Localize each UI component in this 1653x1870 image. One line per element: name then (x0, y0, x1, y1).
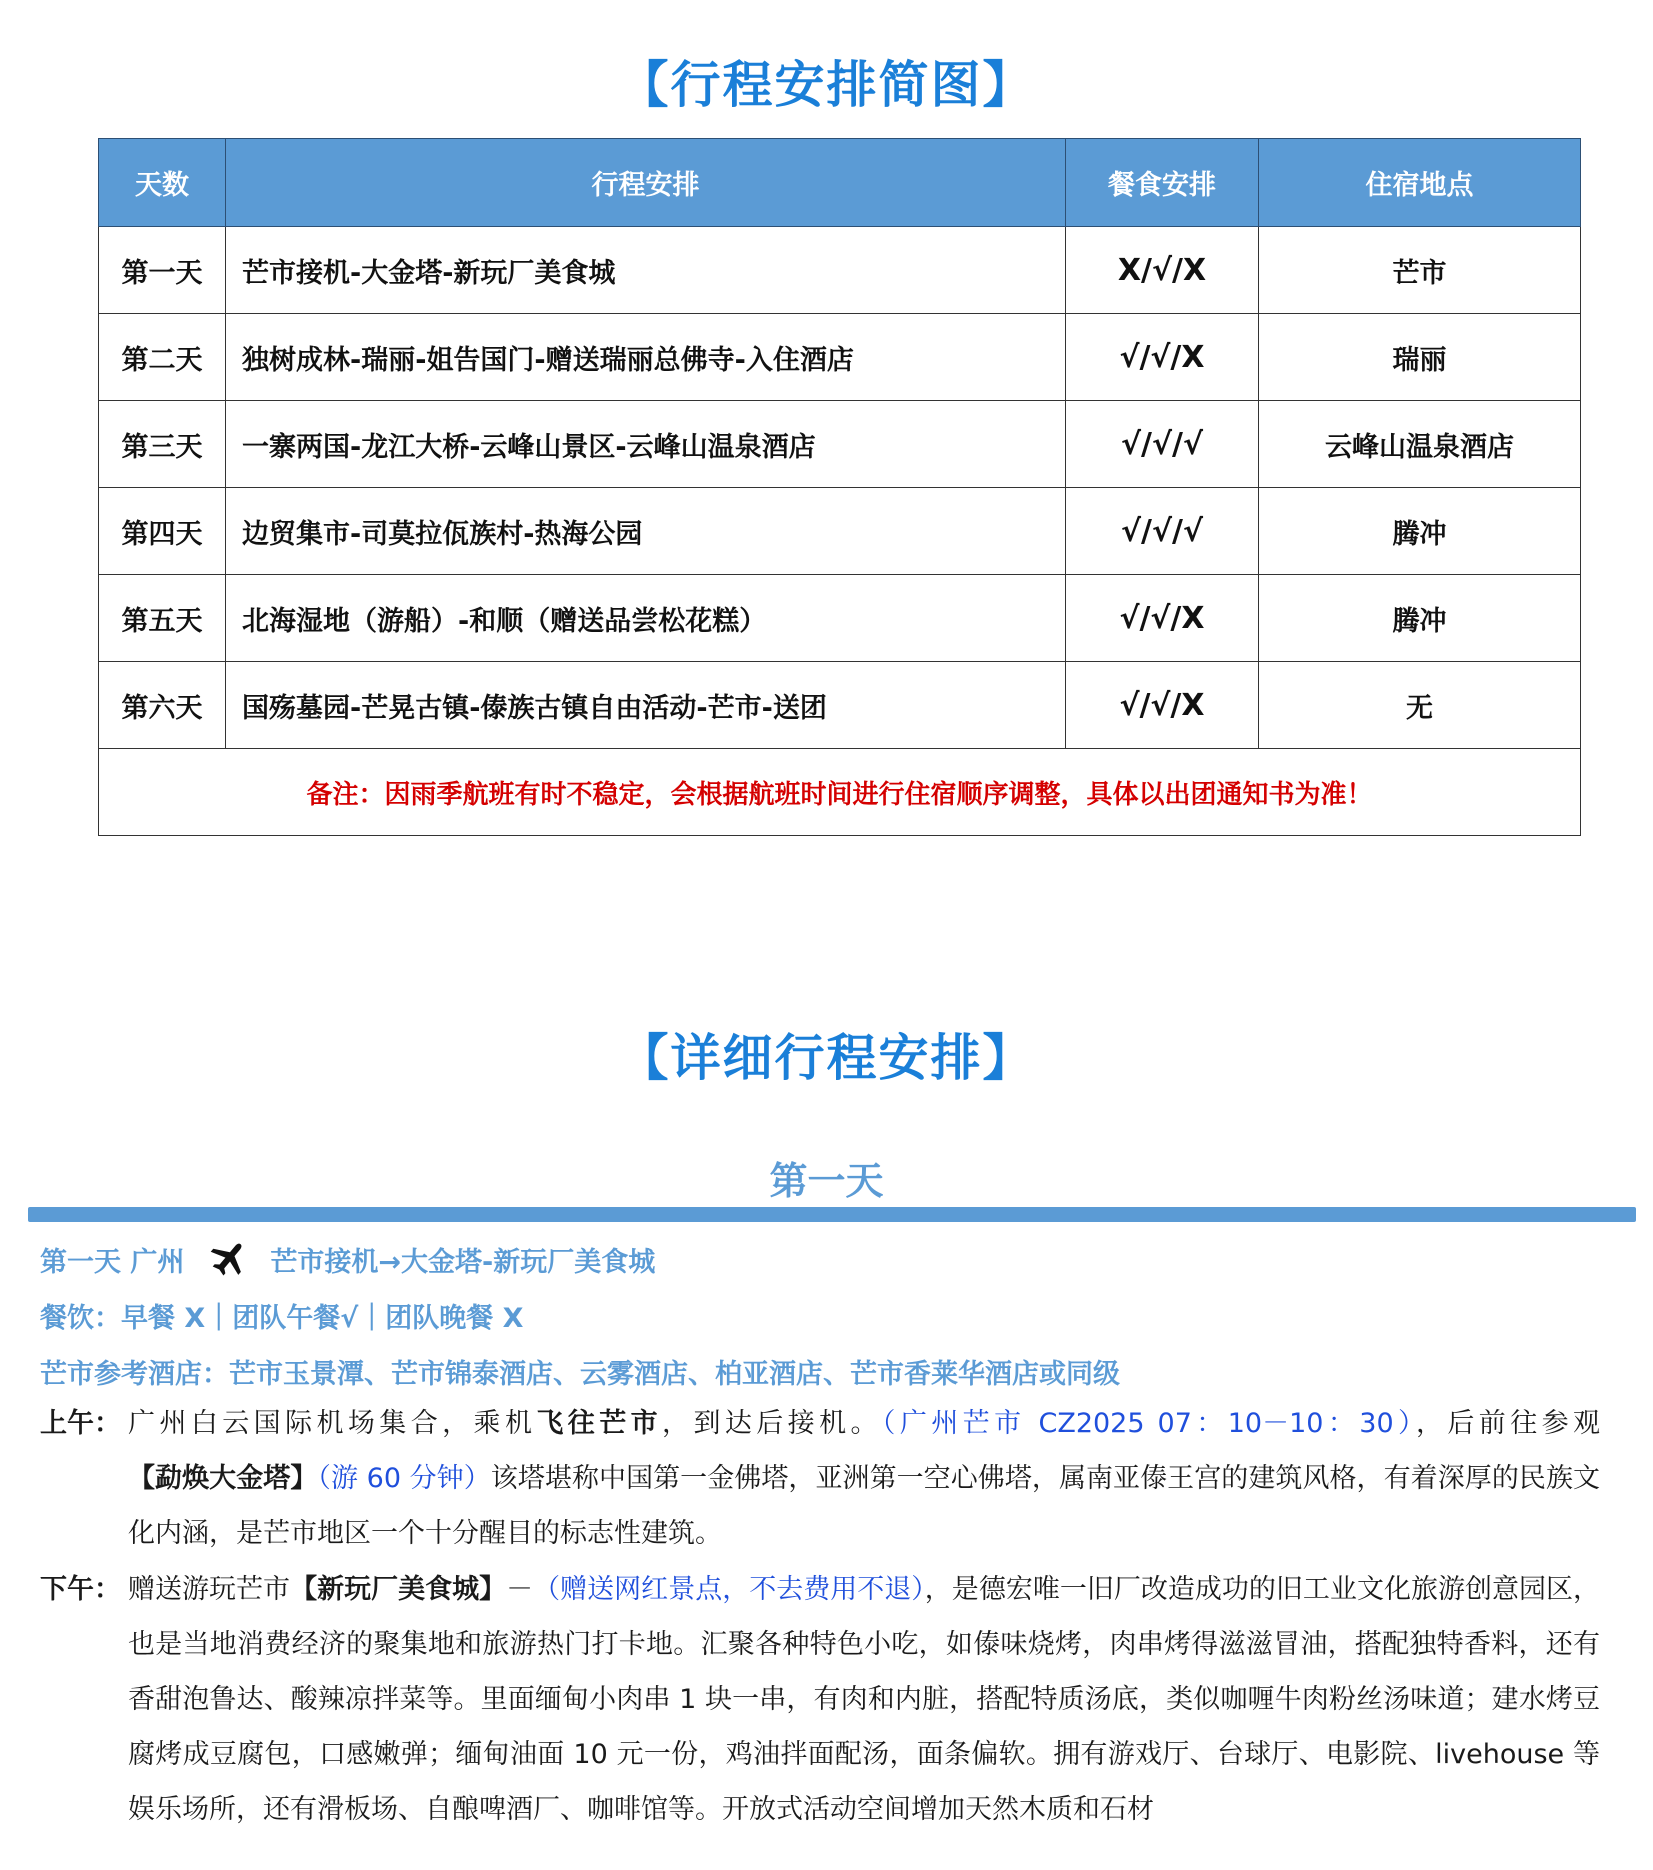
text-run: ，到达后接机。 (662, 1408, 882, 1439)
itinerary-table (98, 138, 1581, 836)
morning-label: 上午： (40, 1408, 121, 1439)
afternoon-label: 下午： (40, 1574, 121, 1605)
airplane-icon (206, 1238, 252, 1278)
table-row (99, 575, 1581, 662)
table-row (99, 488, 1581, 575)
row-meals: √/√/X (1066, 314, 1259, 401)
row-route: 边贸集市-司莫拉佤族村-热海公园 (226, 488, 1066, 575)
row-day: 第三天 (99, 401, 226, 488)
table-note-row (99, 749, 1581, 836)
row-meals: √/√/X (1066, 662, 1259, 749)
row-route: 国殇墓园-芒晃古镇-傣族古镇自由活动-芒市-送团 (226, 662, 1066, 749)
text-run: ，是德宏唯一旧厂改造成功的旧工业文化旅游创意园区，也是当地消费经济的聚集地和旅游热门打卡地。汇聚各种特色小吃，如傣味烧烤，肉串烤得滋滋冒油，搭配独特香料，还有香甜泡鲁达、酸辣凉拌菜等。里面缅甸小肉串 1 块一串，有肉和内脏，搭配特质汤底，类似咖喱牛肉粉丝汤味道；建水烤豆腐烤成豆腐包，口感嫩弹；缅甸油面 10 元一份，鸡油拌面配汤，面条偏软。拥有游戏厅、台球厅、电影院、livehouse 等娱乐场所，还有滑板场、自酿啤酒厂、咖啡馆等。开放式活动空间增加天然木质和石材 (128, 1574, 1601, 1825)
route-origin: 第一天 广州 (40, 1247, 185, 1278)
row-route: 独树成林-瑞丽-姐告国门-赠送瑞丽总佛寺-入住酒店 (226, 314, 1066, 401)
route-line (40, 1240, 655, 1284)
row-route: 芒市接机-大金塔-新玩厂美食城 (226, 227, 1066, 314)
row-meals: √/√/√ (1066, 488, 1259, 575)
afternoon-text (128, 1562, 1600, 1837)
meals-line: 餐饮：早餐 X｜团队午餐√｜团队晚餐 X (40, 1303, 524, 1334)
visit-duration: （游 60 分钟） (317, 1463, 491, 1494)
header-route: 行程安排 (226, 139, 1066, 227)
text-bold: 飞往芒市 (536, 1408, 663, 1439)
flight-info: （广州芒市 CZ2025 07：10－10：30） (881, 1408, 1416, 1439)
table-note: 备注：因雨季航班有时不稳定，会根据航班时间进行住宿顺序调整，具体以出团通知书为准！ (99, 749, 1581, 836)
table-row (99, 401, 1581, 488)
gift-note: （赠送网红景点，不去费用不退） (533, 1574, 925, 1605)
header-hotel: 住宿地点 (1259, 139, 1581, 227)
row-hotel: 无 (1259, 662, 1581, 749)
row-hotel: 云峰山温泉酒店 (1259, 401, 1581, 488)
row-route: 一寨两国-龙江大桥-云峰山景区-云峰山温泉酒店 (226, 401, 1066, 488)
row-day: 第二天 (99, 314, 226, 401)
hotel-line: 芒市参考酒店：芒市玉景潭、芒市锦泰酒店、云雾酒店、柏亚酒店、芒市香莱华酒店或同级 (40, 1359, 1120, 1390)
attraction-name: 【新玩厂美食城】 (290, 1574, 507, 1605)
row-meals: √/√/X (1066, 575, 1259, 662)
day-heading: 第一天 (769, 1159, 884, 1203)
row-route: 北海湿地（游船）-和顺（赠送品尝松花糕） (226, 575, 1066, 662)
table-row (99, 662, 1581, 749)
text-run: 广州白云国际机场集合，乘机 (128, 1408, 537, 1439)
row-hotel: 腾冲 (1259, 488, 1581, 575)
row-hotel: 腾冲 (1259, 575, 1581, 662)
text-run: － (506, 1574, 534, 1605)
afternoon-paragraph (40, 1562, 1600, 1837)
text-run: ，后前往参观 (1415, 1408, 1601, 1439)
header-meals: 餐食安排 (1066, 139, 1259, 227)
table-row (99, 314, 1581, 401)
detail-title: 【详细行程安排】 (618, 1029, 1035, 1087)
morning-paragraph (40, 1396, 1600, 1561)
header-day: 天数 (99, 139, 226, 227)
route-destination: 芒市接机→大金塔-新玩厂美食城 (270, 1247, 656, 1278)
day-divider-bar (28, 1207, 1636, 1222)
row-hotel: 瑞丽 (1259, 314, 1581, 401)
row-hotel: 芒市 (1259, 227, 1581, 314)
row-meals: X/√/X (1066, 227, 1259, 314)
overview-title: 【行程安排简图】 (618, 56, 1035, 114)
attraction-name: 【勐焕大金塔】 (128, 1463, 318, 1494)
row-day: 第一天 (99, 227, 226, 314)
row-day: 第五天 (99, 575, 226, 662)
text-run: 赠送游玩芒市 (128, 1574, 291, 1605)
row-day: 第六天 (99, 662, 226, 749)
morning-text (128, 1396, 1600, 1561)
row-meals: √/√/√ (1066, 401, 1259, 488)
text-run: 该塔堪称中国第一金佛塔，亚洲第一空心佛塔，属南亚傣王宫的建筑风格，有着深厚的民族文化内涵，是芒市地区一个十分醒目的标志性建筑。 (128, 1463, 1600, 1549)
table-header-row (99, 139, 1581, 227)
row-day: 第四天 (99, 488, 226, 575)
table-row (99, 227, 1581, 314)
